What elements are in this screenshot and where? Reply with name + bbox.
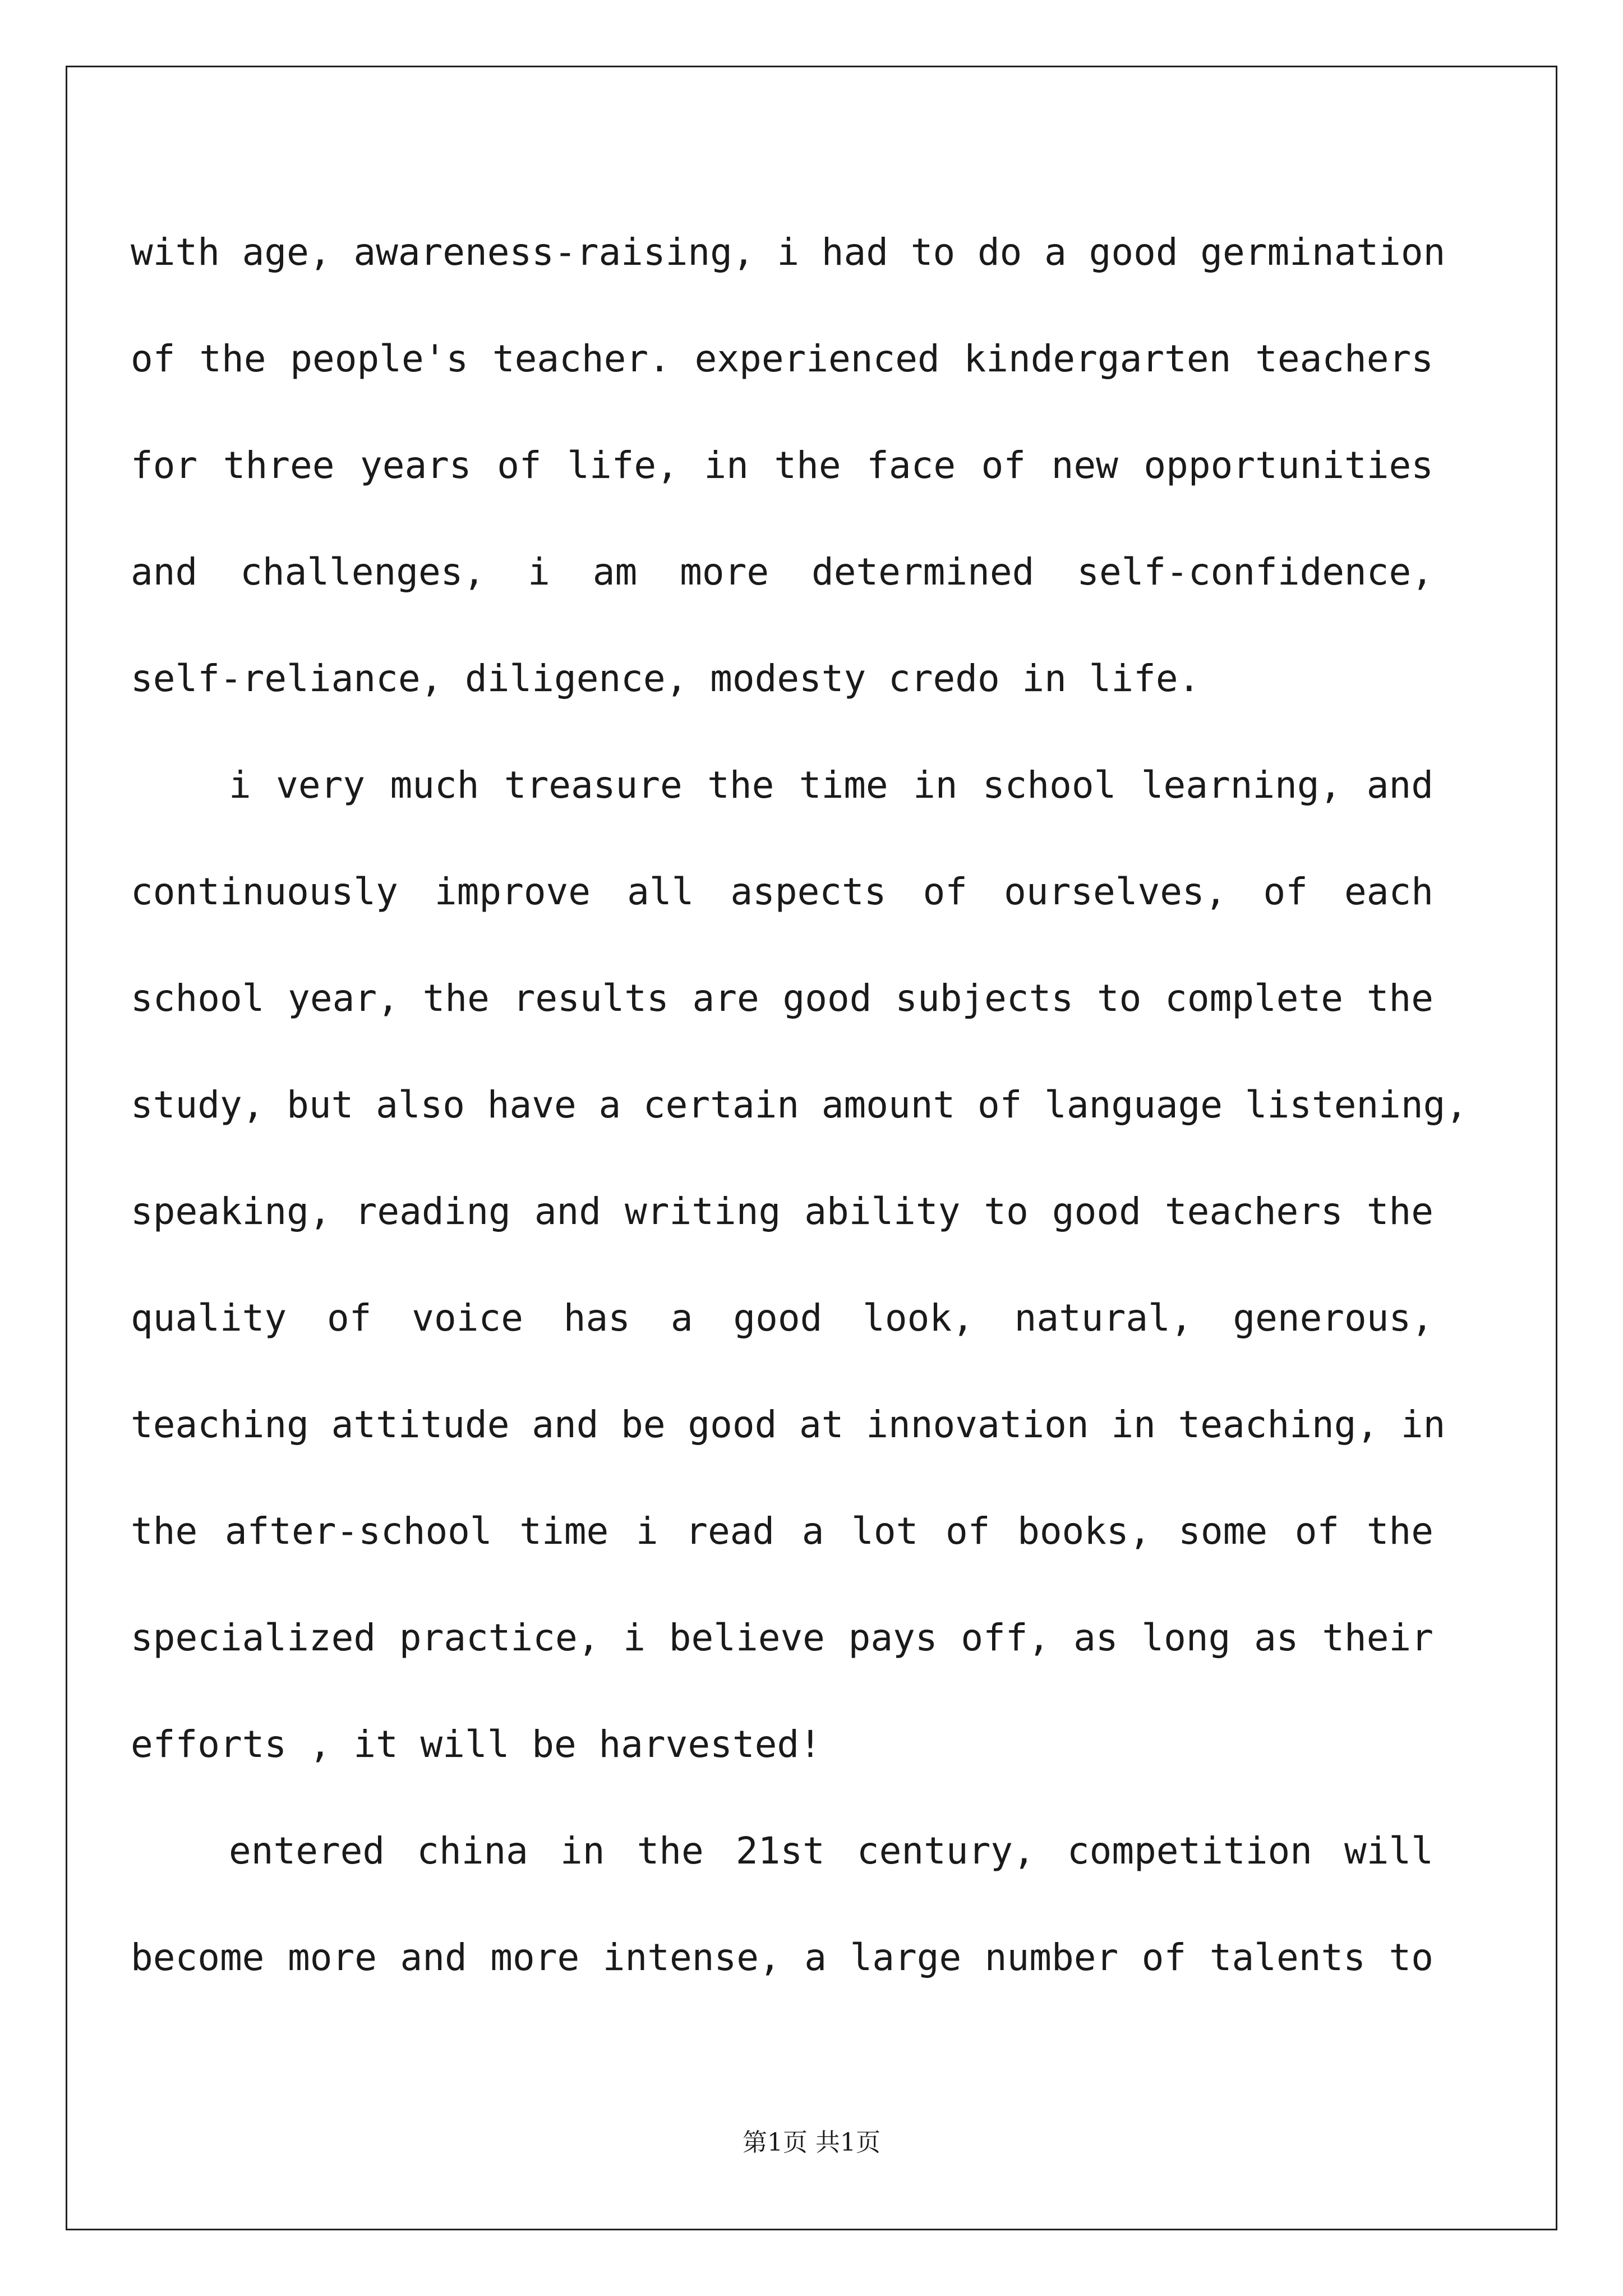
text-line: the after-school time i read a lot of books, some of the [131, 1510, 1433, 1553]
text-line: efforts , it will be harvested! [131, 1723, 822, 1766]
text-line: study, but also have a certain amount of language listening, [131, 1083, 1468, 1126]
text-line: speaking, reading and writing ability to good teachers the [131, 1190, 1433, 1233]
text-line: and challenges, i am more determined self-confidence, [131, 550, 1433, 593]
text-line: school year, the results are good subjects to complete the [131, 977, 1433, 1020]
text-line: continuously improve all aspects of ourselves, of each [131, 870, 1433, 913]
text-line: quality of voice has a good look, natural, generous, [131, 1296, 1433, 1340]
text-line: specialized practice, i believe pays off, as long as their [131, 1616, 1433, 1659]
text-line: for three years of life, in the face of new opportunities [131, 444, 1433, 487]
text-line: of the people's teacher. experienced kindergarten teachers [131, 337, 1433, 380]
text-line: self-reliance, diligence, modesty credo in life. [131, 657, 1201, 700]
text-line: entered china in the 21st century, competition will [229, 1829, 1433, 1872]
text-line: become more and more intense, a large number of talents to [131, 1936, 1433, 1979]
page-number-footer: 第1页 共1页 [743, 2128, 880, 2157]
text-line: i very much treasure the time in school learning, and [229, 763, 1433, 807]
text-line: with age, awareness-raising, i had to do a good germination [131, 231, 1446, 274]
text-line: teaching attitude and be good at innovation in teaching, in [131, 1403, 1446, 1446]
